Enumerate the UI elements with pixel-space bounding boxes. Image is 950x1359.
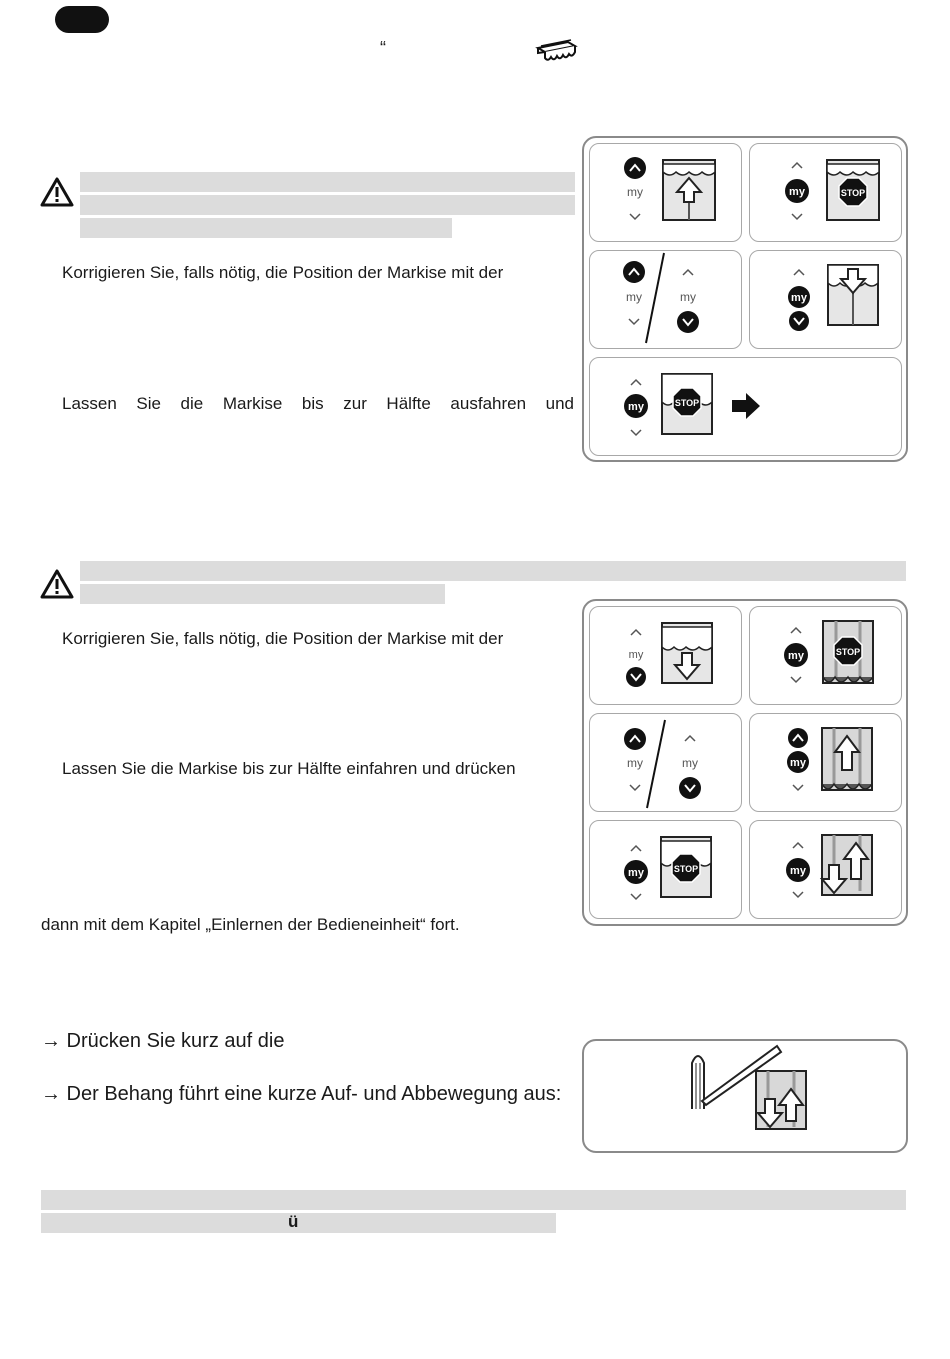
redacted-warning-line <box>80 561 906 581</box>
my-button-label: my <box>789 186 805 198</box>
umlaut-character: ü <box>288 1212 299 1231</box>
panel-my-stop-step <box>589 820 742 919</box>
my-button-label: my <box>790 865 806 877</box>
awning-window-icon <box>663 160 715 220</box>
redacted-warning-line <box>80 172 575 192</box>
quote-mark: “ <box>380 38 386 58</box>
panel-stop-step <box>749 143 902 242</box>
my-label: my <box>627 185 643 199</box>
warning-icon <box>40 177 74 207</box>
redacted-warning-line <box>80 218 452 238</box>
panel-stop-step <box>749 606 902 705</box>
press-button-instruction: → Drücken Sie kurz auf die <box>41 1030 285 1052</box>
panel-up-down-combo <box>589 250 742 349</box>
instruction-correct-position: Korrigieren Sie, falls nötig, die Position der Markise mit der <box>62 263 504 282</box>
stop-sign-label: STOP <box>674 398 700 408</box>
redacted-note-line <box>41 1190 906 1210</box>
panel-my-up-combo <box>749 713 902 812</box>
redacted-note-line <box>41 1213 556 1233</box>
my-button-label: my <box>628 401 644 413</box>
continue-chapter-text: dann mit dem Kapitel „Einlernen der Bedieneinheit“ fort. <box>41 915 460 934</box>
my-label: my <box>626 290 642 304</box>
my-label: my <box>682 756 698 770</box>
arrow-right-icon <box>732 393 760 419</box>
stop-sign-label: STOP <box>840 188 866 198</box>
instruction-half-retract: Lassen Sie die Markise bis zur Hälfte einfahren und drücken <box>62 759 516 778</box>
my-button-label: my <box>790 757 806 769</box>
pointer-press-icon <box>584 1041 906 1151</box>
language-badge <box>55 6 109 33</box>
movement-feedback-text: → Der Behang führt eine kurze Auf- und Abbewegung aus: <box>41 1083 562 1105</box>
my-button-label: my <box>628 867 644 879</box>
my-button-label: my <box>788 650 804 662</box>
stop-sign-label: STOP <box>835 647 861 657</box>
warning-icon <box>40 569 74 599</box>
redacted-warning-line <box>80 584 445 604</box>
instruction-correct-position: Korrigieren Sie, falls nötig, die Position der Markise mit der <box>62 629 504 648</box>
panel-my-stop-next <box>589 357 902 456</box>
panel-up-down-combo <box>589 713 742 812</box>
figure-prog-button-press <box>582 1039 908 1153</box>
instruction-half-extend: Lassen Sie die Markise bis zur Hälfte ausfahren und <box>62 394 574 413</box>
panel-up-step <box>589 143 742 242</box>
panel-my-down-combo <box>749 250 902 349</box>
panel-confirm-movement <box>749 820 902 919</box>
panel-down-step <box>589 606 742 705</box>
my-button-label: my <box>791 292 807 304</box>
my-label: my <box>680 290 696 304</box>
my-label: my <box>627 756 643 770</box>
stop-sign-label: STOP <box>673 864 699 874</box>
awning-icon <box>535 38 579 68</box>
my-label: my <box>628 649 644 661</box>
redacted-warning-line <box>80 195 575 215</box>
